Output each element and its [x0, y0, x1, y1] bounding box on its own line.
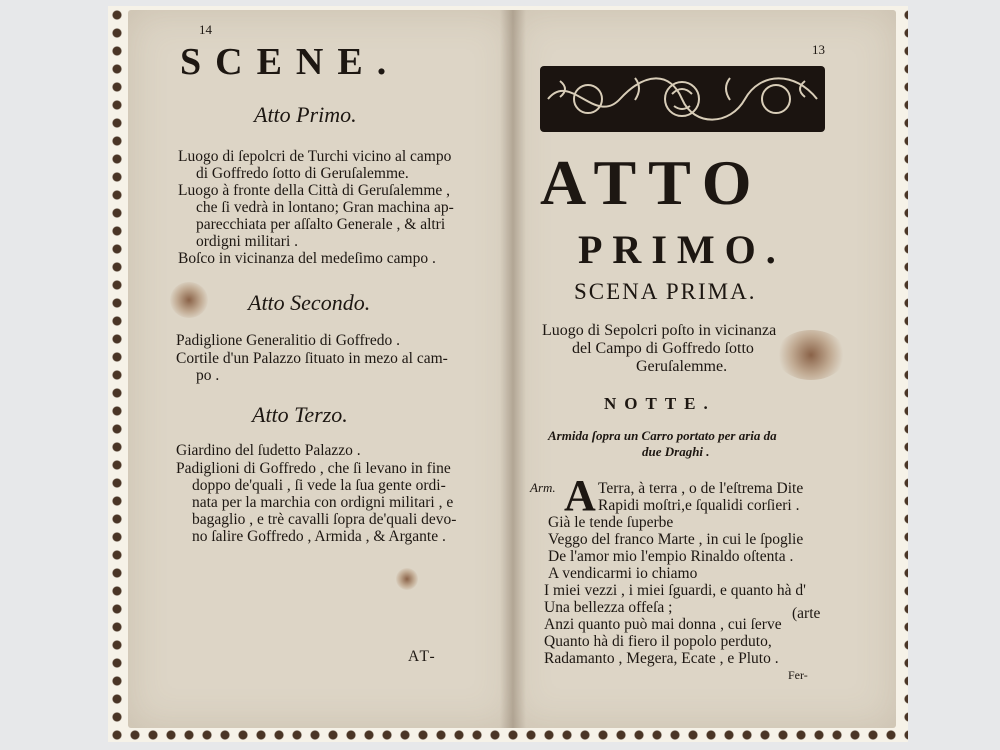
setting-line: Geruſalemme.: [636, 358, 728, 375]
act-title: Atto Terzo.: [252, 402, 348, 427]
page-heading: SCENE.: [180, 41, 401, 83]
night-label: NOTTE.: [604, 394, 716, 413]
text-line: Giardino del ſudetto Palazzo .: [176, 442, 361, 459]
verse-line: Terra, à terra , o de l'eſtrema Dite: [598, 480, 804, 497]
catchword: AT-: [408, 648, 437, 665]
text-line: di Goffredo ſotto di Geruſalemme.: [196, 165, 409, 182]
ornament-vine-icon: [540, 66, 825, 132]
stage-direction: due Draghi .: [642, 444, 710, 459]
text-line: parecchiata per aſſalto Generale , & altri: [196, 216, 446, 233]
text-line: che ſi vedrà in lontano; Gran machina ap-: [196, 199, 454, 216]
catchword: Fer-: [788, 668, 808, 682]
setting-line: Luogo di Sepolcri poſto in vicinanza: [542, 322, 777, 339]
verse-line: Già le tende ſuperbe: [548, 514, 674, 531]
text-line: Padiglione Generalitio di Goffredo .: [176, 332, 400, 349]
act-subheading: PRIMO.: [578, 227, 786, 272]
text-line: Luogo di ſepolcri de Turchi vicino al campo: [178, 148, 452, 165]
text-line: po .: [196, 367, 220, 384]
text-line: Cortile d'un Palazzo ſituato in mezo al cam-: [176, 350, 448, 367]
act-title: Atto Secondo.: [248, 290, 371, 315]
text-line: ordigni militari .: [196, 233, 299, 250]
stain-mark: [396, 568, 418, 590]
text-line: Padiglioni di Goffredo , che ſi levano in fine: [176, 460, 451, 477]
text-line: doppo de'quali , ſi vede la ſua gente ordi-: [192, 477, 446, 494]
page-number-left: 14: [199, 22, 212, 37]
verse-line: Radamanto , Megera, Ecate , e Pluto .: [544, 650, 779, 667]
act-heading: ATTO: [540, 147, 764, 218]
text-line: nata per la marchia con ordigni militari , e: [192, 494, 454, 511]
page-number-right: 13: [812, 42, 825, 57]
stain-mark: [776, 330, 846, 380]
drop-cap: A: [564, 471, 596, 520]
verse-line: I miei vezzi , i miei ſguardi, e quanto hà d': [544, 582, 806, 599]
stain-mark: [170, 282, 208, 318]
verse-line: Rapidi moſtri,e ſqualidi corſieri .: [598, 497, 800, 514]
scene-title: SCENA PRIMA.: [574, 279, 757, 304]
text-line: Luogo à fronte della Città di Geruſalemme ,: [178, 182, 451, 199]
text-line: no ſalire Goffredo , Armida , & Argante .: [192, 528, 446, 545]
book-gutter: [500, 10, 526, 728]
speaker-label: Arm.: [530, 480, 556, 495]
verse-line: De l'amor mio l'empio Rinaldo oſtenta .: [548, 548, 794, 565]
setting-line: del Campo di Goffredo ſotto: [572, 340, 754, 357]
act-title: Atto Primo.: [254, 102, 357, 127]
stage-direction: Armida ſopra un Carro portato per aria da: [548, 428, 777, 443]
ornament-band: [540, 66, 825, 132]
verse-line: Quanto hà di fiero il popolo perduto,: [544, 633, 772, 650]
verse-line: Anzi quanto può mai donna , cui ſerve: [544, 616, 782, 633]
text-line: bagaglio , e trè cavalli ſopra de'quali devo-: [192, 511, 457, 528]
verse-line: Una bellezza offeſa ;: [544, 599, 673, 616]
verse-runover: (arte: [792, 605, 821, 622]
text-line: Boſco in vicinanza del medeſimo campo .: [178, 250, 436, 267]
verse-line: Veggo del franco Marte , in cui le ſpoglie: [548, 531, 804, 548]
verse-line: A vendicarmi io chiamo: [548, 565, 698, 582]
